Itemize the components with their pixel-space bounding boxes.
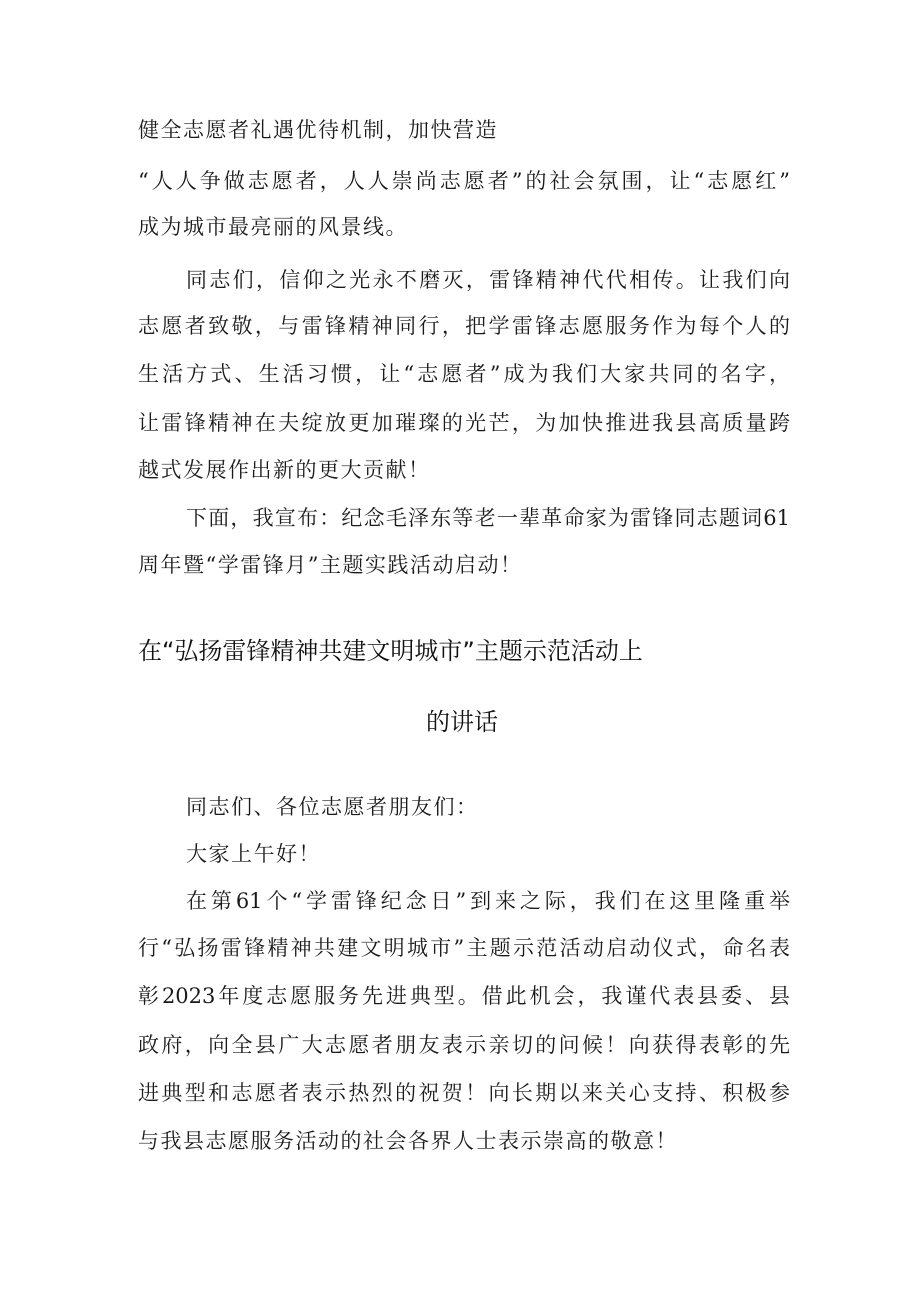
salutation: 同志们、各位志愿者朋友们： xyxy=(186,795,479,819)
text-line: 成为城市最亮丽的风景线。 xyxy=(138,215,408,239)
greeting: 大家上午好！ xyxy=(186,842,321,866)
paragraph-first-line: 下面，我宣布：纪念毛泽东等老一辈革命家为雷锋同志题词61 xyxy=(186,506,790,530)
speech-title-line-1: 在“弘扬雷锋精神共建文明城市”主题示范活动上 xyxy=(138,637,643,665)
paragraph-first-line: 在第61个“学雷锋纪念日”到来之际，我们在这里隆重举 xyxy=(186,889,790,913)
text-line: 与我县志愿服务活动的社会各界人士表示崇高的敬意！ xyxy=(138,1129,678,1153)
text-line: 生活方式、生活习惯，让“志愿者”成为我们大家共同的名字， xyxy=(138,362,790,386)
text-line: 进典型和志愿者表示热烈的祝贺！向长期以来关心支持、积极参 xyxy=(138,1081,790,1105)
text-line: 行“弘扬雷锋精神共建文明城市”主题示范活动启动仪式，命名表 xyxy=(138,936,790,960)
text-line: 政府，向全县广大志愿者朋友表示亲切的问候！向获得表彰的先 xyxy=(138,1033,790,1057)
text-line: 让雷锋精神在夫绽放更加璀璨的光芒，为加快推进我县高质量跨 xyxy=(138,411,790,435)
text-line: 越式发展作出新的更大贡献！ xyxy=(138,458,431,482)
text-line: 周年暨“学雷锋月”主题实践活动启动！ xyxy=(138,553,523,577)
text-line: “人人争做志愿者，人人崇尚志愿者”的社会氛围，让“志愿红” xyxy=(138,169,790,193)
text-line: 志愿者致敬，与雷锋精神同行，把学雷锋志愿服务作为每个人的 xyxy=(138,314,790,338)
text-line: 健全志愿者礼遇优待机制，加快营造 xyxy=(138,118,498,142)
text-line: 彰2023年度志愿服务先进典型。借此机会，我谨代表县委、县 xyxy=(138,984,790,1008)
speech-title-line-2: 的讲话 xyxy=(426,708,498,736)
paragraph-first-line: 同志们，信仰之光永不磨灭，雷锋精神代代相传。让我们向 xyxy=(186,268,790,292)
